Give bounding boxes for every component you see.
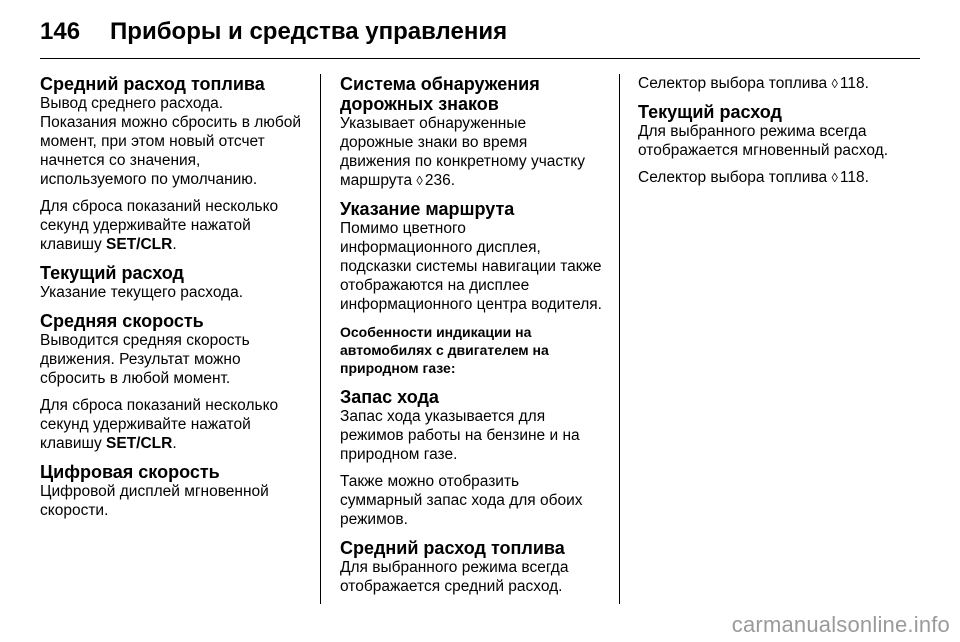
paragraph [40, 396, 302, 453]
section-heading: Средняя скорость [40, 311, 204, 331]
text: . [172, 236, 177, 253]
page-number: 146 [40, 18, 81, 45]
paragraph: Цифровой дисплей мгновенной скорости. [40, 483, 269, 519]
text: Указывает обнаруженные дорожные знаки во время движения по конкретному участку маршрута [340, 115, 585, 189]
paragraph [638, 168, 920, 187]
section-route-guidance [340, 199, 602, 314]
paragraph: Помимо цветного информационного дисплея, подсказки системы навигации также отображаются на дисплее информационного центра водителя. [340, 220, 602, 313]
section-average-fuel-consumption-cng [340, 538, 602, 596]
section-fuel-selector-ref [638, 74, 920, 93]
section-heading: Средний расход топлива [40, 74, 265, 94]
paragraph [340, 114, 602, 190]
paragraph: Указание текущего расхода. [40, 284, 244, 301]
column-3 [638, 74, 920, 196]
page-reference[interactable]: 118 [839, 169, 865, 186]
paragraph [638, 74, 920, 93]
column-divider-1 [320, 74, 321, 604]
text: Селектор выбора топлива [638, 75, 832, 92]
key-label: SET/CLR [106, 435, 173, 452]
text: . [864, 169, 869, 186]
page-reference-icon: ◊ [831, 76, 838, 91]
key-label: SET/CLR [106, 236, 173, 253]
section-heading: Система обнаружения дорожных знаков [340, 74, 540, 114]
text: . [172, 435, 177, 452]
section-heading: Указание маршрута [340, 199, 515, 219]
page-header [40, 14, 507, 50]
section-average-speed [40, 311, 302, 453]
page-reference[interactable]: 118 [839, 75, 865, 92]
chapter-title: Приборы и средства управления [110, 18, 508, 45]
section-digital-speed [40, 462, 302, 520]
text: . [450, 172, 456, 189]
text: . [864, 75, 869, 92]
paragraph: Для выбранного режима всегда отображается средний расход. [340, 559, 569, 595]
watermark: carmanualsonline.info [731, 612, 950, 637]
page-reference[interactable]: 236 [424, 172, 451, 189]
text: Для сброса показаний несколько секунд удерживайте нажатой клавишу [40, 198, 279, 253]
page-reference-icon: ◊ [416, 173, 423, 188]
header-rule [40, 58, 920, 59]
paragraph [40, 197, 302, 254]
section-heading: Запас хода [340, 387, 439, 407]
section-heading: Цифровая скорость [40, 462, 220, 482]
section-traffic-sign-detection [340, 74, 602, 190]
subheading: Особенности индикации на автомобилях с двигателем на природном газе: [340, 324, 549, 376]
column-1 [40, 74, 302, 529]
paragraph: Запас хода указывается для режимов работы на бензине и на природном газе. [340, 408, 580, 463]
paragraph: Вывод среднего расхода. Показания можно сбросить в любой момент, при этом новый отсчет начнется со значения, используемого по умолчанию. [40, 95, 302, 188]
section-average-fuel-consumption [40, 74, 302, 254]
paragraph: Выводится средняя скорость движения. Результат можно сбросить в любой момент. [40, 332, 250, 387]
section-heading: Средний расход топлива [340, 538, 565, 558]
page-reference-icon: ◊ [831, 170, 838, 185]
section-cng-display [340, 323, 602, 377]
section-current-consumption [40, 263, 302, 302]
text: Для сброса показаний несколько секунд удерживайте нажатой клавишу [40, 397, 279, 452]
column-divider-2 [619, 74, 620, 604]
column-2 [340, 74, 602, 605]
text: Селектор выбора топлива [638, 169, 832, 186]
paragraph: Также можно отобразить суммарный запас хода для обоих режимов. [340, 473, 583, 528]
section-range [340, 387, 602, 529]
section-heading: Текущий расход [40, 263, 184, 283]
section-heading: Текущий расход [638, 102, 782, 122]
section-current-consumption-cng [638, 102, 920, 187]
paragraph: Для выбранного режима всегда отображается мгновенный расход. [638, 123, 889, 159]
